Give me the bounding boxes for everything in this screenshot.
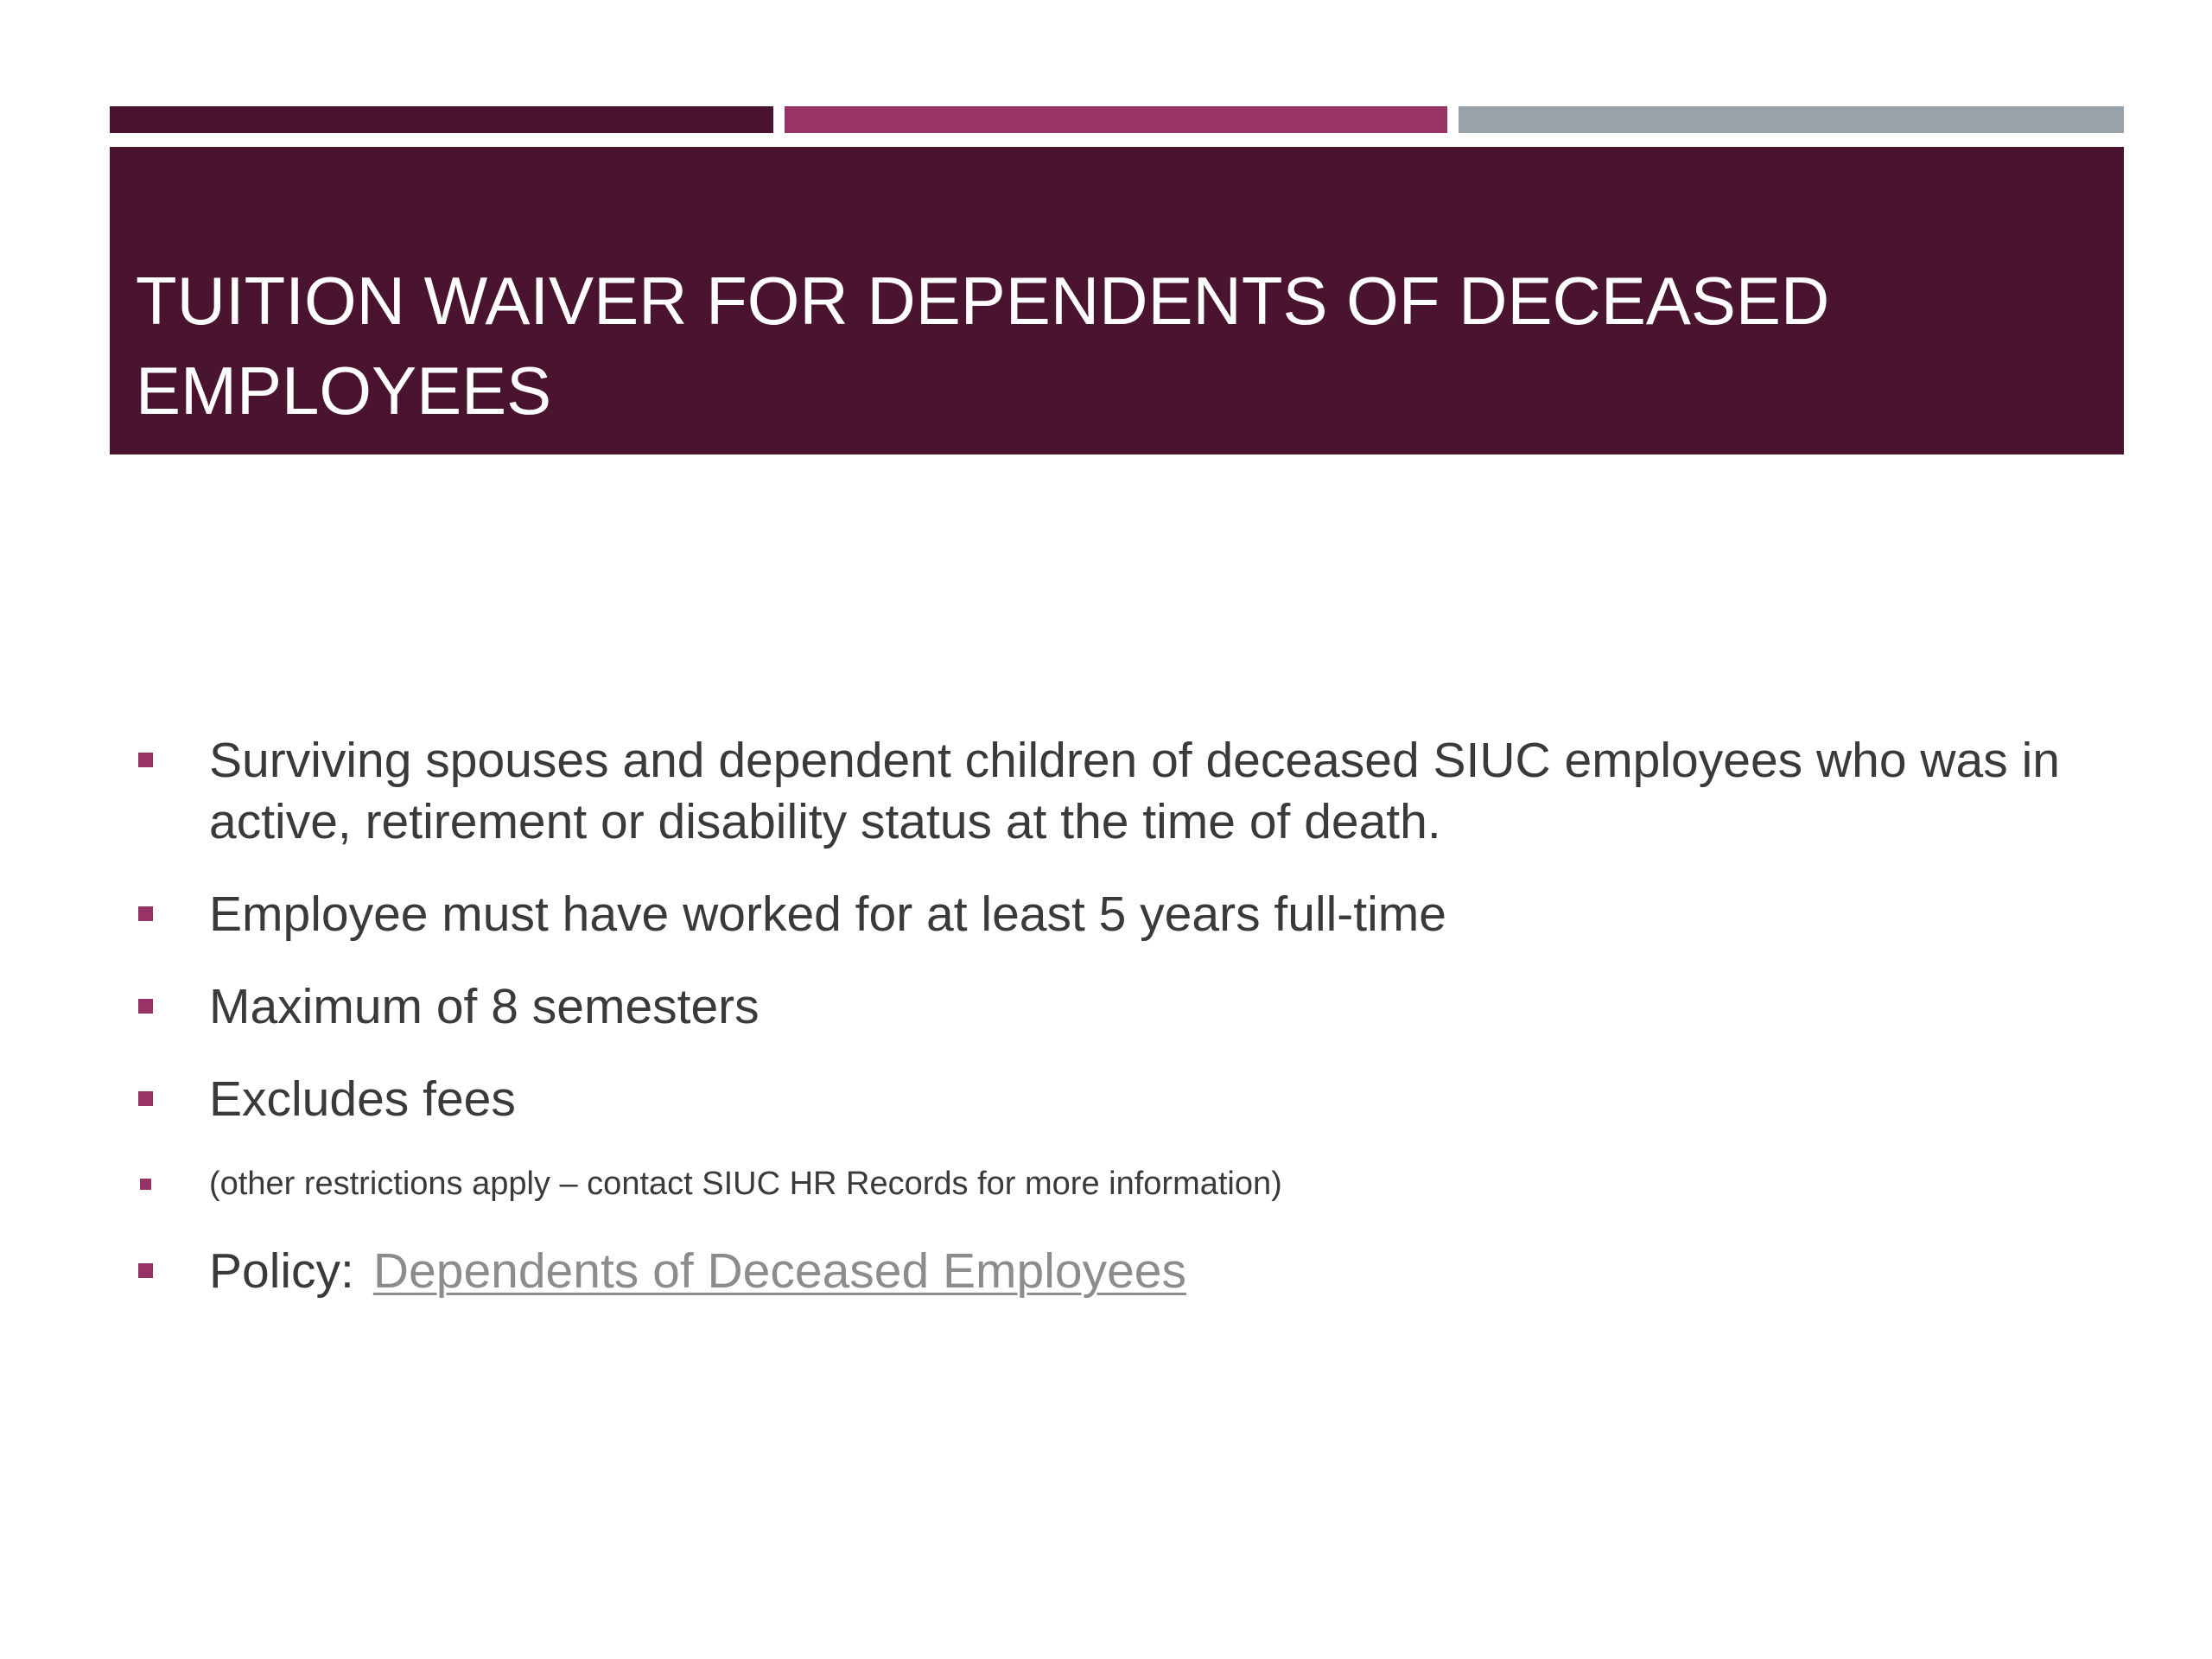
accent-bar-gray	[1459, 106, 2124, 133]
bullet-square-icon	[138, 1091, 153, 1106]
bullet-item-policy	[134, 1241, 2121, 1302]
accent-bar-magenta	[785, 106, 1447, 133]
bullet-text: Surviving spouses and dependent children of deceased SIUC employees who was in active, retirement or disability status at the time of death.	[209, 733, 2060, 849]
bullet-square-icon	[138, 999, 153, 1014]
slide-title: TUITION WAIVER FOR DEPENDENTS OF DECEASED EMPLOYEES	[136, 263, 1830, 429]
bullet-square-icon	[140, 1179, 151, 1190]
bullet-item-service-years	[134, 884, 2121, 945]
bullet-text: Maximum of 8 semesters	[209, 979, 760, 1034]
bullet-text: (other restrictions apply – contact SIUC HR Records for more information)	[209, 1166, 1282, 1202]
policy-link[interactable]: Dependents of Deceased Employees	[372, 1243, 1186, 1299]
title-band	[110, 147, 2124, 454]
bullet-square-icon	[138, 753, 153, 767]
policy-label: Policy:	[209, 1243, 354, 1299]
bullet-text: Excludes fees	[209, 1071, 516, 1127]
bullet-item-eligibility	[134, 730, 2121, 853]
bullet-item-excludes-fees	[134, 1069, 2121, 1130]
bullet-item-restrictions-note	[134, 1161, 2121, 1206]
bullet-list	[134, 730, 2121, 1302]
accent-bar-dark	[110, 106, 773, 133]
bullet-item-max-semesters	[134, 976, 2121, 1038]
bullet-square-icon	[138, 1263, 153, 1278]
bullet-square-icon	[138, 906, 153, 921]
bullet-text: Employee must have worked for at least 5 years full-time	[209, 887, 1446, 942]
